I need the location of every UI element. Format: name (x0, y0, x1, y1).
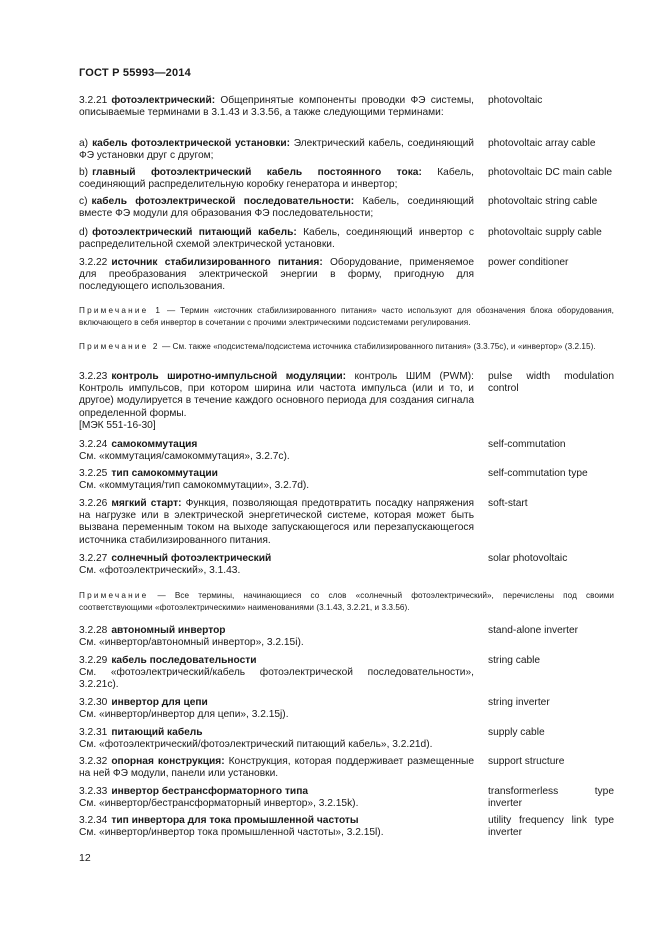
term-number: 3.2.34 (79, 815, 108, 826)
term-definition (79, 756, 474, 780)
term-name: кабель последовательности (111, 655, 257, 666)
note-label: Примечание (79, 591, 149, 600)
note-2 (79, 341, 614, 353)
term-definition (79, 498, 474, 547)
term-text: Общепринятые компоненты проводки ФЭ системы, описываемые терминами в 3.1.43 и 3.3.56, а также следующими терминами: (79, 95, 474, 119)
term-definition (79, 371, 474, 432)
term-text: См. «коммутация/тип самокоммутации», 3.2.7d). (79, 480, 310, 492)
term-name: контроль широтно-импульсной модуляции: (111, 371, 346, 382)
term-reference: [МЭК 551-16-30] (79, 419, 156, 431)
term-definition (79, 468, 474, 492)
term-number: 3.2.24 (79, 439, 108, 450)
term-text: Конструкция, которая поддерживает размещенные на ней ФЭ модули, панели или установки. (79, 756, 474, 780)
term-number: 3.2.21 (79, 95, 108, 106)
term-number: b) (79, 167, 89, 178)
term-name: солнечный фотоэлектрический (111, 553, 272, 564)
term-name: тип самокоммутации (111, 468, 218, 479)
term-english: solar photovoltaic (488, 553, 568, 564)
term-definition (79, 95, 474, 119)
note-label: Примечание 1 (79, 306, 163, 315)
note-1 (79, 305, 614, 328)
term-english: transformerless type inverter (488, 786, 614, 810)
term-name: фотоэлектрический: (111, 95, 216, 106)
term-name: кабель фотоэлектрической последовательности: (91, 196, 355, 207)
term-text: См. «коммутация/самокоммутация», 3.2.7с). (79, 451, 290, 463)
term-number: 3.2.27 (79, 553, 108, 564)
term-name: тип инвертора для тока промышленной частоты (111, 815, 359, 826)
term-name: мягкий старт: (111, 498, 182, 509)
term-english: supply cable (488, 727, 545, 738)
term-text: Функция, позволяющая предотвратить посадку напряжения на нагрузке или в электрической энергетической системе, которая может быть вызвана переменным током на выходе запускающегося или перезапускающегося источника стабилизированного питания. (79, 498, 474, 546)
term-name: источник стабилизированного питания: (111, 257, 323, 268)
term-text: См. «инвертор/автономный инвертор», 3.2.15i). (79, 637, 304, 649)
term-text: контроль ШИМ (PWM): Контроль импульсов, при котором ширина или частота импульса (или и то, и другое) модулируется в течение каждого основного периода для создания сигнала определенной формы. (79, 371, 474, 419)
term-english: self-commutation (488, 439, 566, 450)
term-text: См. «инвертор/бестрансформаторный инвертор», 3.2.15k). (79, 798, 359, 810)
term-text: Оборудование, применяемое для преобразования электрической энергии в форму, пригодную для последующего использования. (79, 257, 474, 293)
term-english: photovoltaic string cable (488, 196, 598, 207)
term-english: soft-start (488, 498, 528, 509)
term-number: 3.2.32 (79, 756, 108, 767)
term-number: 3.2.22 (79, 257, 108, 268)
standard-header: ГОСТ Р 55993—2014 (79, 67, 191, 79)
term-definition (79, 727, 474, 751)
term-number: a) (79, 138, 89, 149)
term-text: См. «инвертор/инвертор тока промышленной частоты», 3.2.15l). (79, 827, 384, 839)
term-text: Кабель, соединяющий распределительную коробку генератора и инвертор; (79, 167, 474, 191)
term-definition (79, 227, 474, 251)
term-number: 3.2.30 (79, 697, 108, 708)
term-number: 3.2.31 (79, 727, 108, 738)
term-english: photovoltaic array cable (488, 138, 596, 149)
term-definition (79, 257, 474, 294)
term-number: 3.2.23 (79, 371, 108, 382)
term-name: кабель фотоэлектрической установки: (92, 138, 291, 149)
note-3 (79, 590, 614, 613)
term-definition (79, 167, 474, 191)
term-definition (79, 697, 474, 721)
term-number: 3.2.33 (79, 786, 108, 797)
term-name: питающий кабель (111, 727, 203, 738)
term-english: stand-alone inverter (488, 625, 579, 636)
term-definition (79, 655, 474, 692)
term-number: d) (79, 227, 89, 238)
term-name: фотоэлектрический питающий кабель: (92, 227, 297, 238)
term-english: support structure (488, 756, 565, 767)
page-number: 12 (79, 852, 91, 864)
note-text: — См. также «подсистема/подсистема источника стабилизированного питания» (3.3.75с), и «инвертор» (3.2.15). (161, 342, 596, 351)
term-name: самокоммутация (111, 439, 198, 450)
term-text: См. «фотоэлектрический», 3.1.43. (79, 565, 241, 577)
term-text: Кабель, соединяющий инвертор с распределительной схемой электрической установки. (79, 227, 474, 251)
term-name: автономный инвертор (111, 625, 226, 636)
term-english: power conditioner (488, 257, 569, 268)
note-text: — Термин «источник стабилизированного питания» часто используют для обозначения блока оборудования, включающего в себя инвертор в сочетании с прочими электрическими подсистемами регулирования. (79, 306, 615, 327)
term-definition (79, 138, 474, 162)
term-name: инвертор для цепи (111, 697, 208, 708)
term-text: См. «инвертор/инвертор для цепи», 3.2.15j). (79, 709, 289, 721)
term-number: 3.2.28 (79, 625, 108, 636)
term-number: 3.2.25 (79, 468, 108, 479)
term-definition (79, 625, 474, 649)
term-english: photovoltaic DC main cable (488, 167, 613, 178)
term-english: string inverter (488, 697, 550, 708)
term-number: 3.2.26 (79, 498, 108, 509)
term-definition (79, 815, 474, 839)
term-name: главный фотоэлектрический кабель постоянного тока: (92, 167, 422, 178)
term-english: photovoltaic (488, 95, 543, 106)
term-number: 3.2.29 (79, 655, 108, 666)
term-definition (79, 196, 474, 220)
term-english: self-commutation type (488, 468, 588, 479)
term-english: string cable (488, 655, 541, 666)
term-definition (79, 439, 474, 463)
term-definition (79, 553, 474, 577)
term-text: Кабель, соединяющий вместе ФЭ модули для образования ФЭ последовательности; (79, 196, 474, 220)
term-name: опорная конструкция: (111, 756, 225, 767)
term-text: Электрический кабель, соединяющий ФЭ установки друг с другом; (79, 138, 474, 162)
note-text: — Все термины, начинающиеся со слов «солнечный фотоэлектрический», перечислены под своими соответствующими «фотоэлектрическими» наименованиями (3.1.43, 3.2.21, и 3.3.56). (79, 591, 615, 612)
term-name: инвертор бестрансформаторного типа (111, 786, 309, 797)
note-label: Примечание 2 (79, 342, 160, 351)
term-english: utility frequency link type inverter (488, 815, 614, 839)
term-text: См. «фотоэлектрический/фотоэлектрический питающий кабель», 3.2.21d). (79, 739, 433, 751)
term-number: c) (79, 196, 88, 207)
term-text: См. «фотоэлектрический/кабель фотоэлектрической последовательности», 3.2.21с). (79, 667, 474, 691)
term-definition (79, 786, 474, 810)
term-english: photovoltaic supply cable (488, 227, 602, 238)
term-english: pulse width modulation control (488, 371, 614, 395)
